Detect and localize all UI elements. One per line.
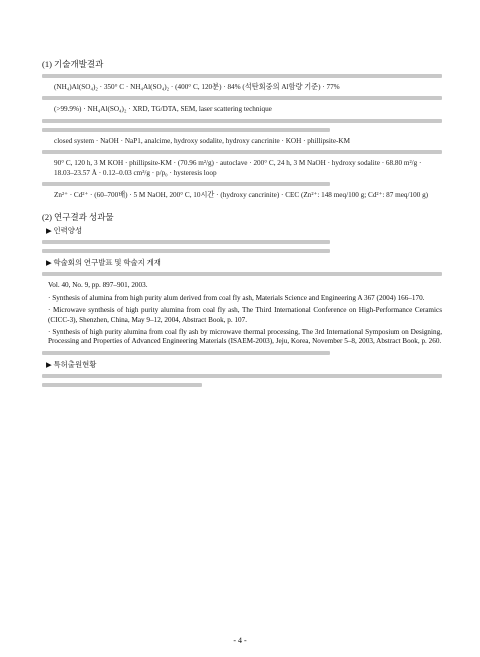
citation-cicc3: · Microwave synthesis of high purity alumina from coal fly ash, The Third International Conference on High-Performance Ceramics (CICC-3), Shenzhen, China, May 9–12, 2004, Abstract Book, p. 107.	[48, 306, 442, 324]
section-1-fact-3: closed system · NaOH · NaP1, analcime, hydroxy sodalite, hydroxy cancrinite · KOH · phillipsite-KM	[54, 136, 351, 145]
text-placeholder	[42, 96, 442, 100]
text-placeholder	[42, 272, 442, 276]
text-placeholder	[42, 351, 330, 355]
text-placeholder	[42, 240, 330, 244]
text-placeholder	[42, 374, 442, 378]
section-1-fact-4: 90° C, 120 h, 3 M KOH · phillipsite-KM · (70.96 m²/g) · autoclave · 200° C, 24 h, 3 M NaOH · hydroxy sodalite · 68.80 m²/g · 18.03–23.57 Å · 0.12–0.03 cm³/g · p/p₀ · hysteresis loop	[54, 159, 422, 177]
page-number: - 4 -	[233, 636, 247, 645]
section-2-heading: (2) 연구결과 성과물	[42, 212, 114, 223]
item-patents: ▶ 특허출원현황	[46, 359, 97, 369]
text-placeholder	[42, 119, 442, 123]
section-1-heading: (1) 기술개발결과	[42, 59, 104, 69]
text-placeholder	[42, 150, 442, 154]
item-training: ▶ 인력양성	[46, 226, 83, 236]
text-placeholder	[42, 128, 330, 132]
section-1-fact-2: (>99.9%) · NH₄Al(SO₄)₂ · XRD, TG/DTA, SEM, laser scattering technique	[54, 105, 272, 114]
text-placeholder	[42, 249, 330, 253]
item-publications: ▶ 학술회의 연구발표 및 학술지 게재	[46, 258, 161, 268]
section-1-fact-1: (NH₄)Al(SO₄)₂ · 350° C · NH₄Al(SO₄)₂ · (400° C, 120분) · 84% (석탄회중의 Al함량 기준) · 77%	[54, 83, 340, 91]
text-placeholder	[42, 74, 442, 78]
text-placeholder	[42, 383, 202, 387]
section-1-fact-5: Zn²⁺ · Cd²⁺ · (60–700배) · 5 M NaOH, 200° C, 10시간 · (hydroxy cancrinite) · CEC (Zn²⁺: 148 meq/100 g; Cd²⁺: 87 meq/100 g)	[54, 191, 429, 200]
document-page	[42, 58, 442, 392]
text-placeholder	[42, 182, 330, 186]
citation-materials-science: · Synthesis of alumina from high purity alum derived from coal fly ash, Materials Science and Engineering A 367 (2004) 166–170.	[48, 293, 425, 302]
citation-journal-korean: Vol. 40, No. 9, pp. 897–901, 2003.	[48, 281, 148, 290]
citation-isaem2003: · Synthesis of high purity alumina from coal fly ash by microwave thermal processing, The 3rd International Symposium on Designing, Processing and Properties of Advanced Engineering Materials (ISAEM-2003), Jeju, Korea, November 5–8, 2003, Abstract Book, p. 260.	[48, 328, 442, 346]
